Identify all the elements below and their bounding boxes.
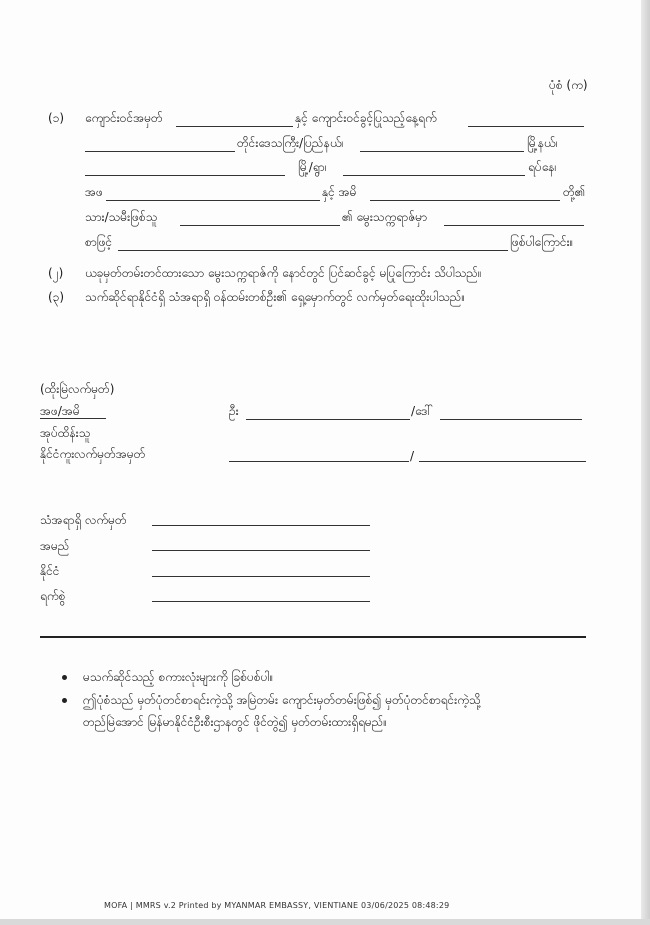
child-label: သား/သမီးဖြစ်သူ (85, 210, 158, 224)
parents-suffix: တို့၏ (563, 185, 586, 199)
country-label: နိုင်ငံ (40, 564, 60, 578)
birth-date-label: ၏ မွေးသက္ကရာဇ်မှာ (342, 210, 428, 224)
country-field[interactable] (152, 576, 370, 577)
form-code: ပုံစံ (က) (549, 78, 588, 92)
region-field[interactable] (85, 151, 235, 152)
admission-date-field[interactable] (468, 126, 584, 127)
school-entry-number-label: ကျောင်းဝင်အမှတ် (85, 111, 163, 125)
officer-name-field[interactable] (152, 550, 370, 551)
date-field[interactable] (152, 601, 370, 602)
officer-signature-field[interactable] (152, 525, 370, 526)
mother-name-field[interactable] (370, 200, 560, 201)
signature-heading: (ထိုးမြဲလက်မှတ်) (40, 382, 115, 396)
section-3-number: (၃) (48, 290, 65, 304)
u-label: ဦး (229, 404, 239, 418)
note-2-line-1: ဤပုံစံသည် မှတ်ပုံတင်စာရင်းကဲ့သို့ အမြဲတမ်း ကျောင်းမှတ်တမ်းဖြစ်၍ မှတ်ပုံတင်စာရင်းကဲ့သို့ (83, 693, 481, 707)
child-name-field[interactable] (180, 225, 340, 226)
officer-signature-label: သံအရာရှိ လက်မှတ် (40, 513, 127, 527)
father-label: အဖ (85, 185, 103, 199)
page-shadow-edge (641, 0, 650, 925)
section-2-text: ယခုမှတ်တမ်းတင်ထားသော မွေးသက္ကရာဇ်ကို နောင်တွင် ပြင်ဆင်ခွင့် မပြုကြောင်း သိပါသည်။ (85, 266, 482, 280)
town-village-field[interactable] (85, 175, 285, 176)
in-words-label: စာဖြင့် (85, 235, 113, 249)
guardian-label: အုပ်ထိန်းသူ (40, 426, 91, 440)
officer-name-label: အမည် (40, 539, 70, 553)
in-words-suffix: ဖြစ်ပါကြောင်း။ (510, 235, 574, 249)
town-village-label: မြို့/ရွာ၊ (298, 160, 327, 174)
print-footer: MOFA | MMRS v.2 Printed by MYANMAR EMBASSY, VIENTIANE 03/06/2025 08:48:29 (104, 901, 450, 910)
mother-signature-field[interactable] (440, 419, 582, 420)
passport-separator: / (410, 449, 415, 463)
birth-date-words-field[interactable] (118, 250, 508, 251)
passport-number-field-1[interactable] (229, 461, 409, 462)
date-label: ရက်စွဲ (40, 589, 66, 603)
birth-date-field[interactable] (444, 225, 584, 226)
mother-label: နှင့် အမိ (322, 185, 357, 199)
passport-label: နိုင်ငံကူးလက်မှတ်အမှတ် (40, 447, 146, 461)
township-label: မြို့နယ်၊ (527, 136, 558, 150)
section-2-number: (၂) (48, 266, 64, 280)
note-2-line-2: တည်မြဲအောင် မြန်မာနိုင်ငံဦးစီးဌာနတွင် ဖိုင်တွဲ၍ မှတ်တမ်းထားရှိရမည်။ (83, 715, 388, 729)
admission-date-label: နှင့် ကျောင်းဝင်ခွင့်ပြုသည့်နေ့ရက် (295, 111, 437, 125)
township-field[interactable] (360, 151, 524, 152)
section-divider (40, 636, 586, 638)
region-label: တိုင်းဒေသကြီး/ပြည်နယ်၊ (237, 136, 344, 150)
school-entry-number-field[interactable] (176, 126, 293, 127)
father-signature-field[interactable] (246, 419, 410, 420)
father-mother-label: အဖ/အမိ (40, 404, 106, 419)
section-1-number: (၁) (48, 111, 65, 125)
passport-number-field-2[interactable] (419, 461, 586, 462)
section-3-text: သက်ဆိုင်ရာနိုင်ငံရှိ သံအရာရှိ ဝန်ထမ်းတစ်ဦး၏ ရှေ့မှောက်တွင် လက်မှတ်ရေးထိုးပါသည်။ (85, 290, 466, 304)
daw-label: /ဒေါ် (411, 404, 433, 418)
note-bullet-2 (62, 698, 67, 703)
residence-label: ရပ်နေ၊ (528, 160, 557, 174)
father-name-field[interactable] (106, 200, 320, 201)
page-bottom-edge (0, 919, 650, 925)
residence-field[interactable] (343, 175, 525, 176)
note-bullet-1 (62, 675, 67, 680)
note-1: မသက်ဆိုင်သည့် စကားလုံးများကို ခြစ်ပစ်ပါ။ (83, 670, 274, 684)
